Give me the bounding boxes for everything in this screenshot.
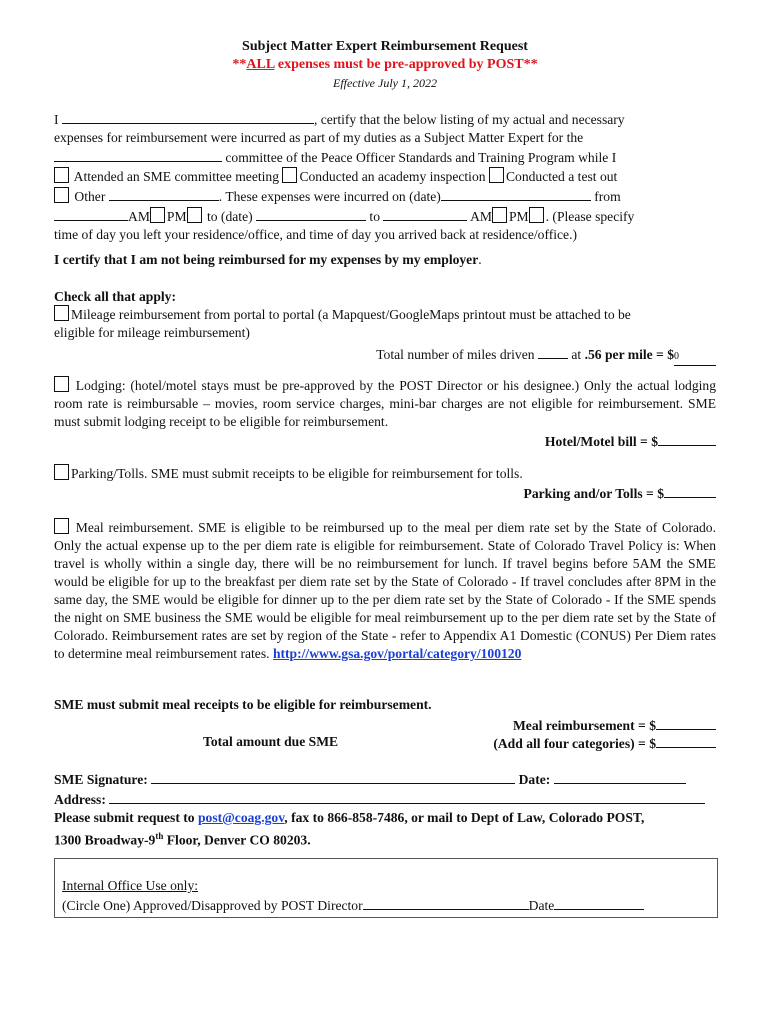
parking-section [54,464,716,503]
committee-field[interactable] [54,147,222,162]
lodging-text: Lodging: (hotel/motel stays must be pre-approved by the POST Director or his designee.) Only the actual lodging room rate is reimbursable – movies, room service charges, mini-bar charges are not eligible for reimbursement. SME must submit lodging receipt to be eligible for reimbursement. [54,378,717,429]
other-label: Other [74,189,106,204]
parking-total-label: Parking and/or Tolls = $ [523,486,664,501]
meal-section [54,518,716,663]
at-label: at [567,347,585,362]
am-label-2: AM [470,209,492,224]
parking-text: Parking/Tolls. SME must submit receipts to be eligible for reimbursement for tolls. [71,466,523,481]
sme-meeting-checkbox[interactable] [54,167,69,183]
meal-checkbox[interactable] [54,518,69,534]
mileage-checkbox[interactable] [54,305,69,321]
signature-date-field[interactable] [554,769,686,784]
check-all-heading: Check all that apply: [54,289,176,304]
from-pm-checkbox[interactable] [187,207,202,223]
mileage-text-2: eligible for mileage reimbursement) [54,325,250,340]
address-line-1: 1300 Broadway-9 [54,832,156,848]
signature-block [54,769,716,850]
signature-label: SME Signature: [54,772,152,787]
certification-block [54,109,716,244]
name-field[interactable] [62,109,314,124]
to-pm-checkbox[interactable] [529,207,544,223]
to-date-field[interactable] [256,206,366,221]
internal-date-field[interactable] [554,895,644,910]
incurred-date-field[interactable] [441,186,591,201]
address-field[interactable] [109,789,705,804]
lodging-checkbox[interactable] [54,376,69,392]
certify-line3: committee of the Peace Officer Standards and Training Program while I [222,150,617,165]
floor-suffix: th [155,831,164,841]
academy-inspection-label: Conducted an academy inspection [299,169,486,184]
certify-line1: , certify that the below listing of my actual and necessary [313,112,625,127]
pm-label: PM [166,209,187,224]
form-title: Subject Matter Expert Reimbursement Request [242,39,528,54]
preapproval-warning: **ALL expenses must be pre-approved by POST** [232,57,538,72]
test-out-label: Conducted a test out [505,169,618,184]
sme-meeting-label: Attended an SME committee meeting [73,169,280,184]
hotel-bill-field[interactable] [658,431,716,446]
total-due-label: Total amount due SME [203,734,339,749]
address-label: Address: [54,792,110,807]
lodging-section [54,376,716,451]
from-label: from [590,189,621,204]
internal-date-label: Date [528,898,555,913]
internal-title: Internal Office Use only: [62,878,199,893]
all-four-label: (Add all four categories) = $ [493,736,656,751]
to-time-field[interactable] [383,206,467,221]
other-checkbox[interactable] [54,187,69,203]
miles-label: Total number of miles driven [376,347,538,362]
to-label: to [366,209,384,224]
mileage-text: Mileage reimbursement from portal to portal (a Mapquest/GoogleMaps printout must be attached to be [71,307,631,322]
meal-receipts-note: SME must submit meal receipts to be eligible for reimbursement. [54,697,432,712]
submit-middle: , fax to 866-858-7486, or mail to Dept of Law, Colorado POST, [284,810,645,825]
from-am-checkbox[interactable] [150,207,165,223]
to-am-checkbox[interactable] [492,207,507,223]
pm-label-2: PM [508,209,529,224]
email-link[interactable]: post@coag.gov [197,810,285,825]
internal-use-box [54,858,718,918]
incurred-on-label: . These expenses were incurred on (date) [218,189,441,204]
parking-checkbox[interactable] [54,464,69,480]
meal-total-field[interactable] [656,715,716,730]
certify-line7: time of day you left your residence/office, and time of day you arrived back at residence/office.) [54,227,578,242]
parking-total-field[interactable] [664,483,716,498]
gsa-link[interactable]: http://www.gsa.gov/portal/category/100120 [272,646,522,661]
total-due-field[interactable] [656,733,716,748]
meal-text: Meal reimbursement. SME is eligible to be reimbursed up to the meal per diem rate set by the State of Colorado. Only the actual expense up to the per diem rate is eligible for reimbursement. State of Colorado Travel Policy is: When travel is wholly within a single day, there will be no reimbursement for lunch. If travel begins before 5AM the SME would be eligible for up to the breakfast per diem rate set by the State of Colorado - If travel concludes after 8PM in the same day, the SME would be eligible for dinner up to the per diem rate set by the State of Colorado - If the SME spends the night on SME business the SME would be eligible for meal reimbursement up to the per diem rate set by the State of Colorado. Reimbursement rates are set by region of the State - refer to Appendix A1 Domestic (CONUS) Per Diem rates to determine meal reimbursement rates. [54,520,716,661]
academy-inspection-checkbox[interactable] [282,167,297,183]
mileage-amount-field[interactable]: 0 [674,351,716,366]
am-label: AM [128,209,150,224]
test-out-checkbox[interactable] [489,167,504,183]
submit-prefix: Please submit request to [54,810,198,825]
certify-line2: expenses for reimbursement were incurred as part of my duties as a Subject Matter Expert for the [54,130,584,145]
signature-field[interactable] [151,769,515,784]
effective-date: Effective July 1, 2022 [333,76,437,90]
to-date-label: to (date) [203,209,257,224]
please-specify: . (Please specify [545,209,635,224]
other-field[interactable] [109,186,219,201]
meal-total-label: Meal reimbursement = $ [512,718,656,733]
from-time-field[interactable] [54,206,128,221]
hotel-bill-label: Hotel/Motel bill = $ [544,434,658,449]
employer-statement: I certify that I am not being reimbursed for my expenses by my employer. [54,252,482,267]
miles-field[interactable] [538,344,568,359]
approval-label: (Circle One) Approved/Disapproved by POST Director [62,898,363,913]
mileage-section [54,305,716,366]
address-line-2: Floor, Denver CO 80203. [163,832,311,848]
certify-i: I [54,112,59,127]
signature-date-label: Date: [515,772,554,787]
director-field[interactable] [363,895,529,910]
rate-label: .56 per mile = $ [584,347,674,362]
